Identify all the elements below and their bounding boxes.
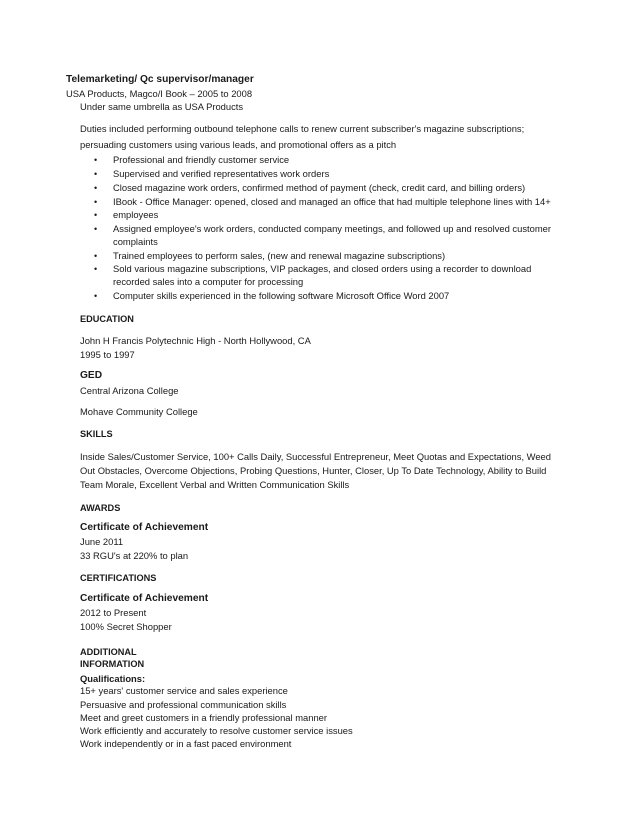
section-heading-information: INFORMATION	[80, 659, 145, 669]
list-item: IBook - Office Manager: opened, closed and managed an office that had multiple telephone lines with 14+	[113, 196, 551, 207]
list-item-continuation: complaints	[113, 236, 158, 247]
certification-detail: 100% Secret Shopper	[80, 621, 172, 632]
award-date: June 2011	[80, 536, 124, 547]
bullet-icon: •	[94, 291, 98, 301]
list-item: Trained employees to perform sales, (new and renewal magazine subscriptions)	[113, 250, 446, 261]
list-item: Sold various magazine subscriptions, VIP packages, and closed orders using a recorder to download	[113, 263, 532, 274]
qualification-item: Work independently or in a fast paced environment	[80, 738, 292, 749]
section-heading-certifications: CERTIFICATIONS	[80, 573, 157, 583]
bullet-icon: •	[94, 197, 98, 207]
ged-college: Central Arizona College	[80, 385, 179, 396]
list-item: Closed magazine work orders, confirmed method of payment (check, credit card, and billing orders)	[113, 182, 526, 193]
bullet-icon: •	[94, 224, 98, 234]
job-subtitle: Under same umbrella as USA Products	[80, 101, 244, 112]
list-item: Computer skills experienced in the following software Microsoft Office Word 2007	[113, 290, 450, 301]
award-title: Certificate of Achievement	[80, 522, 209, 533]
bullet-icon: •	[94, 264, 98, 274]
bullet-icon: •	[94, 210, 98, 220]
list-item: Supervised and verified representatives work orders	[113, 168, 330, 179]
job-title: Telemarketing/ Qc supervisor/manager	[66, 74, 254, 85]
education-years: 1995 to 1997	[80, 349, 135, 360]
skills-line: Inside Sales/Customer Service, 100+ Calls Daily, Successful Entrepreneur, Meet Quotas and Expectations, Weed	[80, 451, 551, 462]
certification-date: 2012 to Present	[80, 607, 147, 618]
list-item: employees	[113, 209, 159, 220]
list-item-continuation: recorded sales into a computer for processing	[113, 276, 304, 287]
education-school: John H Francis Polytechnic High - North Hollywood, CA	[80, 335, 311, 346]
section-heading-ged: GED	[80, 370, 103, 381]
section-heading-awards: AWARDS	[80, 503, 121, 513]
qualification-item: Meet and greet customers in a friendly professional manner	[80, 712, 328, 723]
job-duties-line: Duties included performing outbound telephone calls to renew current subscriber's magazine subscriptions;	[80, 123, 525, 134]
qualification-item: Work efficiently and accurately to resolve customer service issues	[80, 725, 353, 736]
skills-line: Out Obstacles, Overcome Objections, Probing Questions, Hunter, Closer, Up To Date Technology, Ability to Build	[80, 465, 547, 476]
job-duties-line: persuading customers using various leads, and promotional offers as a pitch	[80, 139, 397, 150]
bullet-icon: •	[94, 169, 98, 179]
ged-college: Mohave Community College	[80, 406, 198, 417]
qualification-item: 15+ years' customer service and sales experience	[80, 685, 288, 696]
bullet-icon: •	[94, 183, 98, 193]
qualification-item: Persuasive and professional communication skills	[80, 699, 287, 710]
list-item: Assigned employee's work orders, conducted company meetings, and followed up and resolved customer	[113, 223, 551, 234]
section-heading-education: EDUCATION	[80, 314, 134, 324]
bullet-icon: •	[94, 251, 98, 261]
section-heading-additional: ADDITIONAL	[80, 647, 137, 657]
qualifications-label: Qualifications:	[80, 673, 146, 684]
section-heading-skills: SKILLS	[80, 429, 113, 439]
list-item: Professional and friendly customer service	[113, 154, 290, 165]
bullet-icon: •	[94, 155, 98, 165]
award-detail: 33 RGU's at 220% to plan	[80, 550, 189, 561]
certification-title: Certificate of Achievement	[80, 593, 209, 604]
job-company: USA Products, Magco/I Book – 2005 to 2008	[66, 88, 253, 99]
skills-line: Team Morale, Excellent Verbal and Written Communication Skills	[80, 479, 350, 490]
